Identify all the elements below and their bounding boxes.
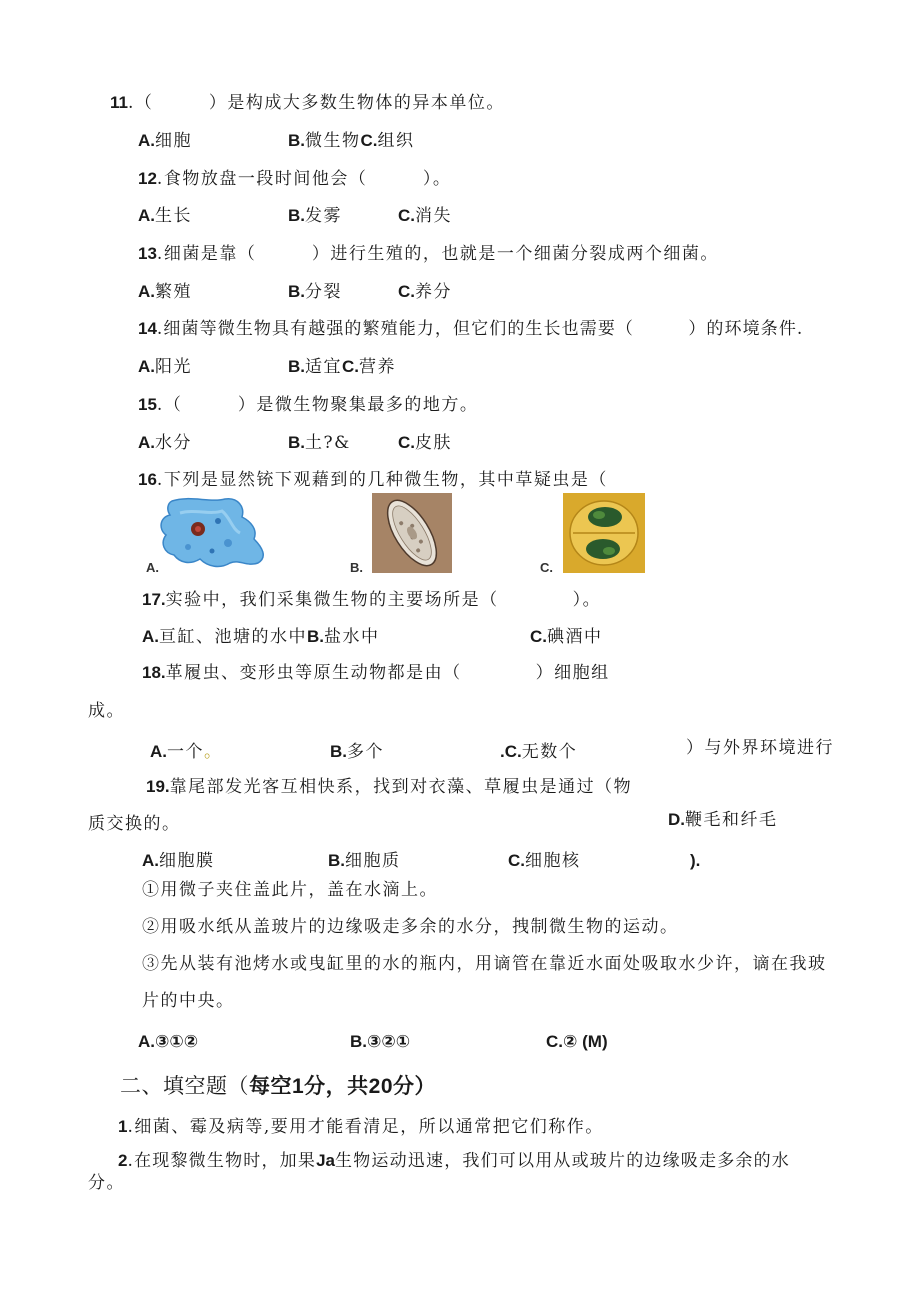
q11-option-a: A.细胞 [138, 131, 192, 151]
q12-option-a: A.生长 [138, 206, 192, 226]
paramecium-image [372, 493, 452, 573]
q13-option-c: C.养分 [398, 282, 452, 302]
q15-stem: 15.（ ）是微生物聚集最多的地方。 [138, 395, 479, 415]
q19-option-d: D.鞭毛和纤毛 [668, 810, 778, 830]
fill-2-cont: 分。 [88, 1173, 125, 1193]
q13-option-b: B.分裂 [288, 282, 342, 302]
fill-2: 2.在现黎微生物时，加果Ja生物运动迅速，我们可以用从或玻片的边缘吸走多余的水 [118, 1151, 790, 1171]
step-3-cont: 片的中央。 [142, 991, 235, 1011]
q18-option-b: B.多个 [330, 742, 384, 762]
q19-option-c: C.细胞核 [508, 851, 581, 871]
steps-option-a: A.③①② [138, 1032, 199, 1051]
q15-option-a: A.水分 [138, 433, 192, 453]
q19-option-a: A.细胞膜 [142, 851, 215, 871]
q17-option-c: C.碘酒中 [530, 627, 603, 647]
q18-option-a: A.一个。 [150, 742, 223, 762]
q15-option-b: B.土?& [288, 433, 351, 453]
q18-side-text: ）与外界环境进行 [686, 738, 834, 758]
section-2-title: 二、填空题（每空1分，共20分） [120, 1075, 437, 1098]
q13-option-a: A.繁殖 [138, 282, 192, 302]
steps-option-c: C.② (M) [546, 1032, 608, 1051]
q19-stem: 19.靠尾部发光客互相快系，找到对衣藻、草履虫是通过（物 [146, 777, 633, 797]
q15-option-c: C.皮肤 [398, 433, 452, 453]
algae-image [563, 493, 645, 573]
q18-option-c: .C.无数个 [500, 742, 578, 762]
q11-stem [110, 92, 505, 114]
step-1: ①用微子夹住盖此片，盖在水滴上。 [142, 880, 438, 900]
q17-option-a: A.亘缸、池塘的水中B.盐水中 [142, 627, 380, 647]
q14-option-a: A.阳光 [138, 357, 192, 377]
q16-stem: 16.下列是显然铳下观藉到的几种微生物，其中草疑虫是（ [138, 470, 608, 490]
step-2: ②用吸水纸从盖玻片的边缘吸走多余的水分，拽制微生物的运动。 [142, 917, 679, 937]
step-3: ③先从装有池烤水或曳缸里的水的瓶内，用谪管在靠近水面处吸取水少许，谪在我玻 [142, 954, 827, 974]
q12-option-c: C.消失 [398, 206, 452, 226]
q12-option-b: B.发雾 [288, 206, 342, 226]
image-a-label: A. [146, 560, 159, 575]
image-b-label: B. [350, 560, 363, 575]
amoeba-image [150, 493, 270, 573]
q11-number: 11 [110, 93, 128, 112]
q18-stem-cont: 成。 [88, 701, 125, 721]
q14-option-b: B.适宜C.营养 [288, 357, 396, 377]
q11-option-b: B.微生物C.组织 [288, 131, 415, 151]
q19-option-b: B.细胞质 [328, 851, 401, 871]
image-c-label: C. [540, 560, 553, 575]
q19-stem-cont: 质交换的。 [88, 814, 181, 834]
q19-close-paren: ). [690, 851, 701, 870]
q14-stem: 14.细菌等微生物具有越强的繁殖能力，但它们的生长也需要（ ）的环境条件. [138, 319, 804, 339]
q11-text: .（ ）是构成大多数生物体的异本单位。 [127, 93, 505, 113]
q18-stem: 18.革履虫、变形虫等原生动物都是由（ ）细胞组 [142, 663, 610, 683]
q13-stem: 13.细菌是靠（ ）进行生殖的，也就是一个细菌分裂成两个细菌。 [138, 244, 719, 264]
q17-stem: 17.实验中，我们采集微生物的主要场所是（ ）。 [142, 590, 602, 610]
q12-stem: 12.食物放盘一段时间他会（ ）。 [138, 169, 452, 189]
fill-1: 1.细菌、霉及病等,要用才能看清足，所以通常把它们称作。 [118, 1117, 604, 1137]
steps-option-b: B.③②① [350, 1032, 411, 1051]
